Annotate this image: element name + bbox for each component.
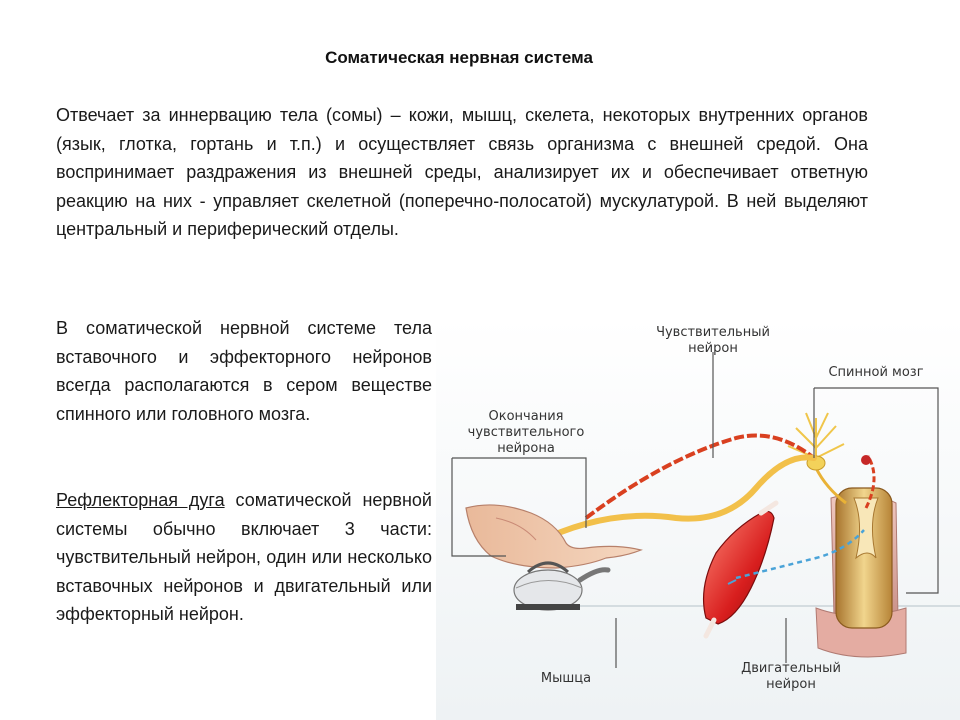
intro-paragraph: Отвечает за иннервацию тела (сомы) – кожи, мышц, скелета, некоторых внутренних органов (язык, глотка, гортань и т.п.) и осуществляет связь организма с внешней средой. Она воспринимает раздражения из внешней среды, анализирует их и обеспечивает ответную реакцию на них - управляет скелетной (поперечно-полосатой) мускулатурой. В ней выделяют центральный и периферический отделы. [56,105,868,240]
label-endings-line3: нейрона [497,441,555,456]
reflex-arc-illustration [436,318,960,720]
reflex-arc-paragraph [56,486,432,629]
label-sensory-neuron-line1: Чувствительный [656,325,770,340]
label-muscle: Мышца [540,671,592,686]
page-title: Соматическая нервная система [325,48,593,67]
interneuron-body [861,455,871,465]
label-spinal-cord: Спинной мозг [828,365,924,380]
neuron-location-paragraph: В соматической нервной системе тела вставочного и эффекторного нейронов всегда располагаются в сером веществе спинного или головного мозга. [56,318,432,424]
label-sensory-neuron-line2: нейрон [688,341,738,356]
reflex-arc-term: Рефлекторная дуга [56,490,225,510]
label-motor-neuron-line1: Двигательный [741,661,841,676]
label-endings-line1: Окончания [488,409,564,424]
reflex-arc-text: соматической нервной системы обычно включает 3 части: чувствительный нейрон, один или несколько вставочных нейронов и двигательный или эффекторный нейрон. [56,490,432,625]
label-motor-neuron-line2: нейрон [766,677,816,692]
label-endings-line2: чувствительного [467,425,585,440]
